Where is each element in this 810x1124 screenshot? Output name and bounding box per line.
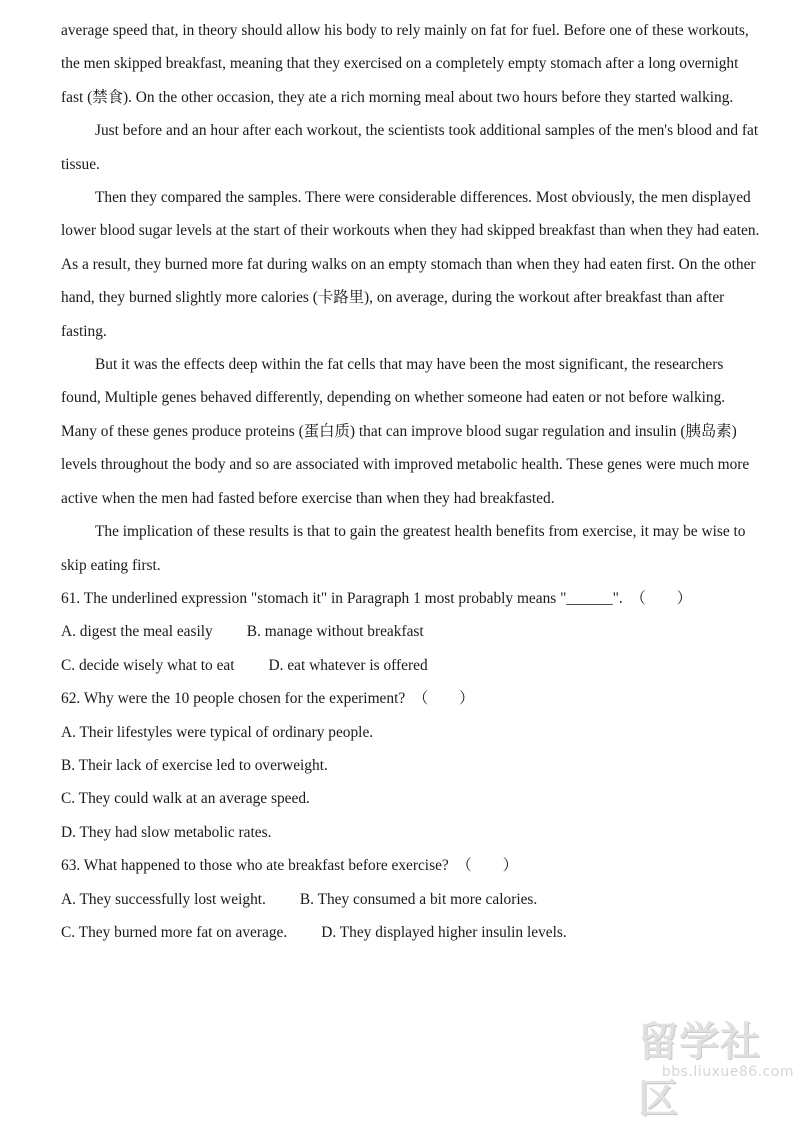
option-63-c: C. They burned more fat on average. xyxy=(61,923,288,941)
document-page xyxy=(61,14,761,949)
paragraph-3: Then they compared the samples. There were considerable differences. Most obviously, the men displayed lower blood sugar levels at the start of their workouts when they had skipped breakfast than when they had eaten. As a result, they burned more fat during walks on an empty stomach than when they had eaten first. On the other hand, they burned slightly more calories (卡路里), on average, during the workout after breakfast than after fasting. xyxy=(61,189,760,340)
paragraph-1: average speed that, in theory should allow his body to rely mainly on fat for fuel. Before one of these workouts, the men skipped breakfast, meaning that they exercised on a completely empty stomach after a long overnight fast (禁食). On the other occasion, they ate a rich morning meal about two hours before they started walking. xyxy=(61,22,749,106)
option-62-d: D. They had slow metabolic rates. xyxy=(61,823,272,841)
watermark-url: bbs.liuxue86.com xyxy=(661,1064,794,1080)
option-63-a: A. They successfully lost weight. xyxy=(61,890,266,908)
site-watermark xyxy=(638,1010,798,1122)
option-61-c: C. decide wisely what to eat xyxy=(61,656,235,674)
question-61-stem: 61. The underlined expression "stomach it" in Paragraph 1 most probably means "______". （ ） xyxy=(61,589,692,607)
option-63-b: B. They consumed a bit more calories. xyxy=(299,890,538,908)
option-63-d: D. They displayed higher insulin levels. xyxy=(321,923,567,941)
option-62-c: C. They could walk at an average speed. xyxy=(61,790,310,808)
option-62-b: B. Their lack of exercise led to overweight. xyxy=(61,756,328,774)
paragraph-4: But it was the effects deep within the fat cells that may have been the most significant, the researchers found, Multiple genes behaved differently, depending on whether someone had eaten or not before walking. Many of these genes produce proteins (蛋白质) that can improve blood sugar regulation and insulin (胰岛素) levels throughout the body and so are associated with improved metabolic health. These genes were much more active when the men had fasted before exercise than when they had breakfasted. xyxy=(61,356,750,507)
option-61-a: A. digest the meal easily xyxy=(61,623,213,641)
question-62-stem: 62. Why were the 10 people chosen for the experiment? （ ） xyxy=(61,690,475,708)
option-61-d: D. eat whatever is offered xyxy=(268,656,428,674)
watermark-logo-text: 留学社区 xyxy=(638,1019,761,1122)
question-63-stem: 63. What happened to those who ate breakfast before exercise? （ ） xyxy=(61,857,518,875)
paragraph-2: Just before and an hour after each workout, the scientists took additional samples of the men's blood and fat tissue. xyxy=(61,122,759,173)
question-61-options-row-1 xyxy=(61,615,761,648)
paragraph-5: The implication of these results is that to gain the greatest health benefits from exercise, it may be wise to skip eating first. xyxy=(61,523,746,574)
question-63-options-row-1 xyxy=(61,883,761,916)
question-63-options-row-2 xyxy=(61,916,761,949)
question-61-options-row-2 xyxy=(61,649,761,682)
option-61-b: B. manage without breakfast xyxy=(246,623,424,641)
option-62-a: A. Their lifestyles were typical of ordinary people. xyxy=(61,723,374,741)
